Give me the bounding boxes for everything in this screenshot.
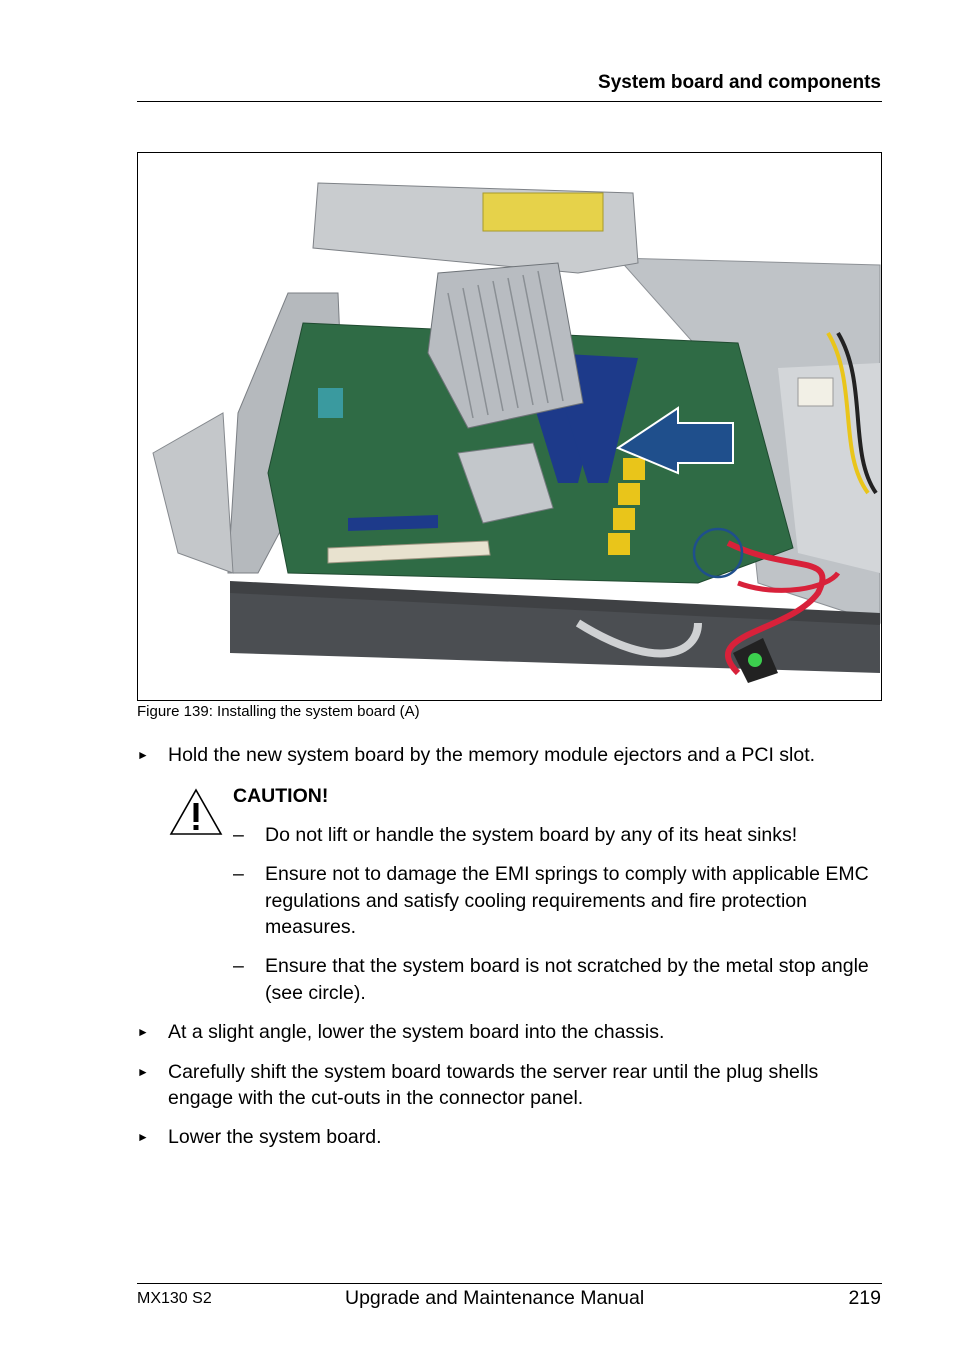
- instruction-step: [137, 1059, 887, 1111]
- step-marker-icon: ►: [137, 1130, 149, 1144]
- caution-item-text: Ensure that the system board is not scratched by the metal stop angle (see circle).: [265, 955, 869, 1004]
- caution-item: [233, 861, 883, 941]
- footer-divider: [137, 1283, 882, 1284]
- caution-item: [233, 822, 883, 849]
- sata-connector: [613, 508, 635, 530]
- header-divider: [137, 101, 882, 102]
- caution-item: [233, 953, 883, 1006]
- section-title: System board and components: [598, 72, 881, 93]
- step-text: Lower the system board.: [168, 1126, 382, 1148]
- sata-connector: [623, 458, 645, 480]
- system-board-photo: [138, 153, 881, 700]
- step-text: Carefully shift the system board towards the server rear until the plug shells engage with the cut-outs in the connector panel.: [168, 1061, 819, 1109]
- figure-frame: [137, 152, 882, 701]
- sata-connector: [618, 483, 640, 505]
- caution-title: CAUTION!: [233, 785, 329, 807]
- instruction-step: [137, 742, 887, 768]
- slot-bracket: [153, 413, 233, 573]
- rear-connector: [318, 388, 343, 418]
- caution-item-text: Ensure not to damage the EMI springs to comply with applicable EMC regulations and satisfy cooling requirements and fire protection measures.: [265, 863, 869, 938]
- figure-caption: Figure 139: Installing the system board (A): [137, 703, 420, 720]
- page-number: 219: [848, 1287, 881, 1309]
- psu-label: [483, 193, 603, 231]
- step-marker-icon: ►: [137, 1065, 149, 1079]
- instruction-step: [137, 1124, 887, 1150]
- instruction-step: [137, 1019, 887, 1045]
- footer-manual-title: Upgrade and Maintenance Manual: [345, 1287, 645, 1309]
- step-marker-icon: ►: [137, 748, 149, 762]
- dash-marker: –: [233, 824, 244, 846]
- cable-marker: [748, 653, 762, 667]
- step-text: At a slight angle, lower the system board into the chassis.: [168, 1021, 665, 1043]
- caution-icon: [168, 787, 224, 837]
- dash-marker: –: [233, 863, 244, 885]
- dash-marker: –: [233, 955, 244, 977]
- footer-model: MX130 S2: [137, 1290, 212, 1307]
- drive-power-connector: [798, 378, 833, 406]
- sata-connector: [608, 533, 630, 555]
- caution-item-text: Do not lift or handle the system board by any of its heat sinks!: [265, 824, 798, 846]
- step-marker-icon: ►: [137, 1025, 149, 1039]
- step-text: Hold the new system board by the memory module ejectors and a PCI slot.: [168, 744, 816, 766]
